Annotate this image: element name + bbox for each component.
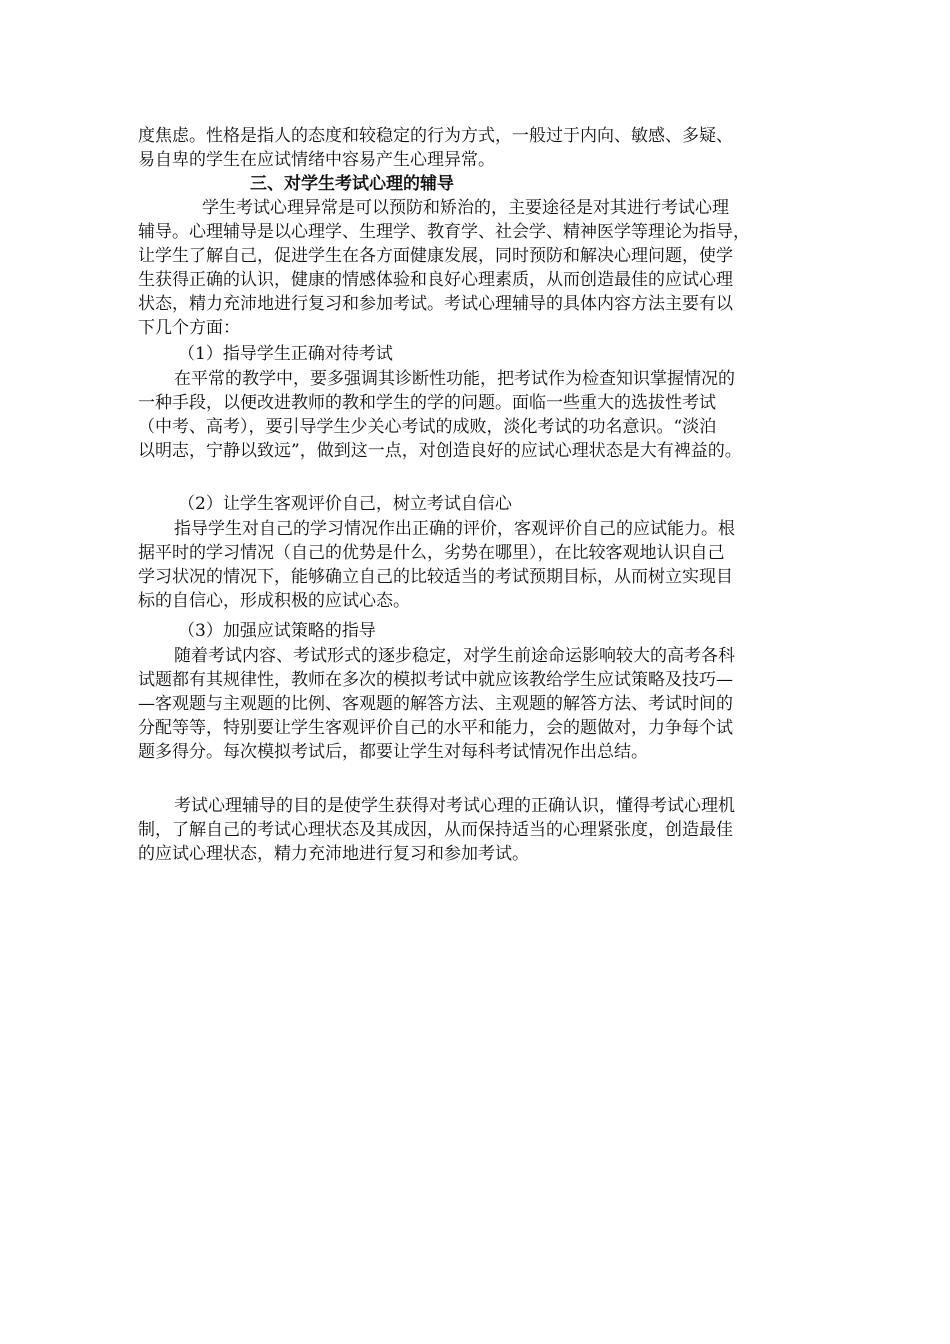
text-line: （3）加强应试策略的指导 (178, 621, 376, 641)
text-line: （2）让学生客观评价自己，树立考试自信心 (178, 494, 512, 514)
text-line: （1）指导学生正确对待考试 (178, 344, 393, 364)
text-line: 题多得分。每次模拟考试后，都要让学生对每科考试情况作出总结。 (138, 742, 648, 762)
text-line: 分配等等，特别要让学生客观评价自己的水平和能力，会的题做对，力争每个试 (138, 718, 733, 738)
text-line: 辅导。心理辅导是以心理学、生理学、教育学、社会学、精神医学等理论为指导， (138, 222, 750, 242)
text-line: （中考、高考），要引导学生少关心考试的成败，淡化考试的功名意识。“淡泊 (138, 417, 717, 437)
text-line: 的应试心理状态，精力充沛地进行复习和参加考试。 (138, 844, 529, 864)
text-line: 试题都有其规律性，教师在多次的模拟考试中就应该教给学生应试策略及技巧— (138, 670, 733, 690)
text-line: 随着考试内容、考试形式的逐步稳定，对学生前途命运影响较大的高考各科 (174, 646, 735, 666)
text-line: 制，了解自己的考试心理状态及其成因，从而保持适当的心理紧张度，创造最佳 (138, 820, 733, 840)
text-line: 下几个方面： (138, 318, 240, 338)
text-line: 据平时的学习情况（自己的优势是什么，劣势在哪里），在比较客观地认识自己 (138, 543, 725, 563)
text-line: 考试心理辅导的目的是使学生获得对考试心理的正确认识，懂得考试心理机 (174, 796, 735, 816)
text-line: 状态，精力充沛地进行复习和参加考试。考试心理辅导的具体内容方法主要有以 (138, 294, 733, 314)
text-line: 标的自信心，形成积极的应试心态。 (138, 591, 410, 611)
text-line: 一种手段，以便改进教师的教和学生的学的问题。面临一些重大的选拔性考试 (138, 393, 716, 413)
section-heading: 三、对学生考试心理的辅导 (250, 174, 454, 194)
text-line: 让学生了解自己，促进学生在各方面健康发展，同时预防和解决心理问题，使学 (138, 246, 733, 266)
text-line: 学习状况的情况下，能够确立自己的比较适当的考试预期目标，从而树立实现目 (138, 567, 733, 587)
text-line: 指导学生对自己的学习情况作出正确的评价，客观评价自己的应试能力。根 (174, 519, 735, 539)
text-line: —客观题与主观题的比例、客观题的解答方法、主观题的解答方法、考试时间的 (138, 694, 733, 714)
text-line: 学生考试心理异常是可以预防和矫治的，主要途径是对其进行考试心理 (202, 198, 729, 218)
text-line: 易自卑的学生在应试情绪中容易产生心理异常。 (138, 150, 495, 170)
text-line: 以明志，宁静以致远”，做到这一点，对创造良好的应试心理状态是大有裨益的。 (138, 441, 742, 461)
text-line: 生获得正确的认识，健康的情感体验和良好心理素质，从而创造最佳的应试心理 (138, 270, 733, 290)
text-line: 度焦虑。性格是指人的态度和较稳定的行为方式，一般过于内向、敏感、多疑、 (138, 126, 733, 146)
text-line: 在平常的教学中，要多强调其诊断性功能，把考试作为检查知识掌握情况的 (174, 369, 735, 389)
